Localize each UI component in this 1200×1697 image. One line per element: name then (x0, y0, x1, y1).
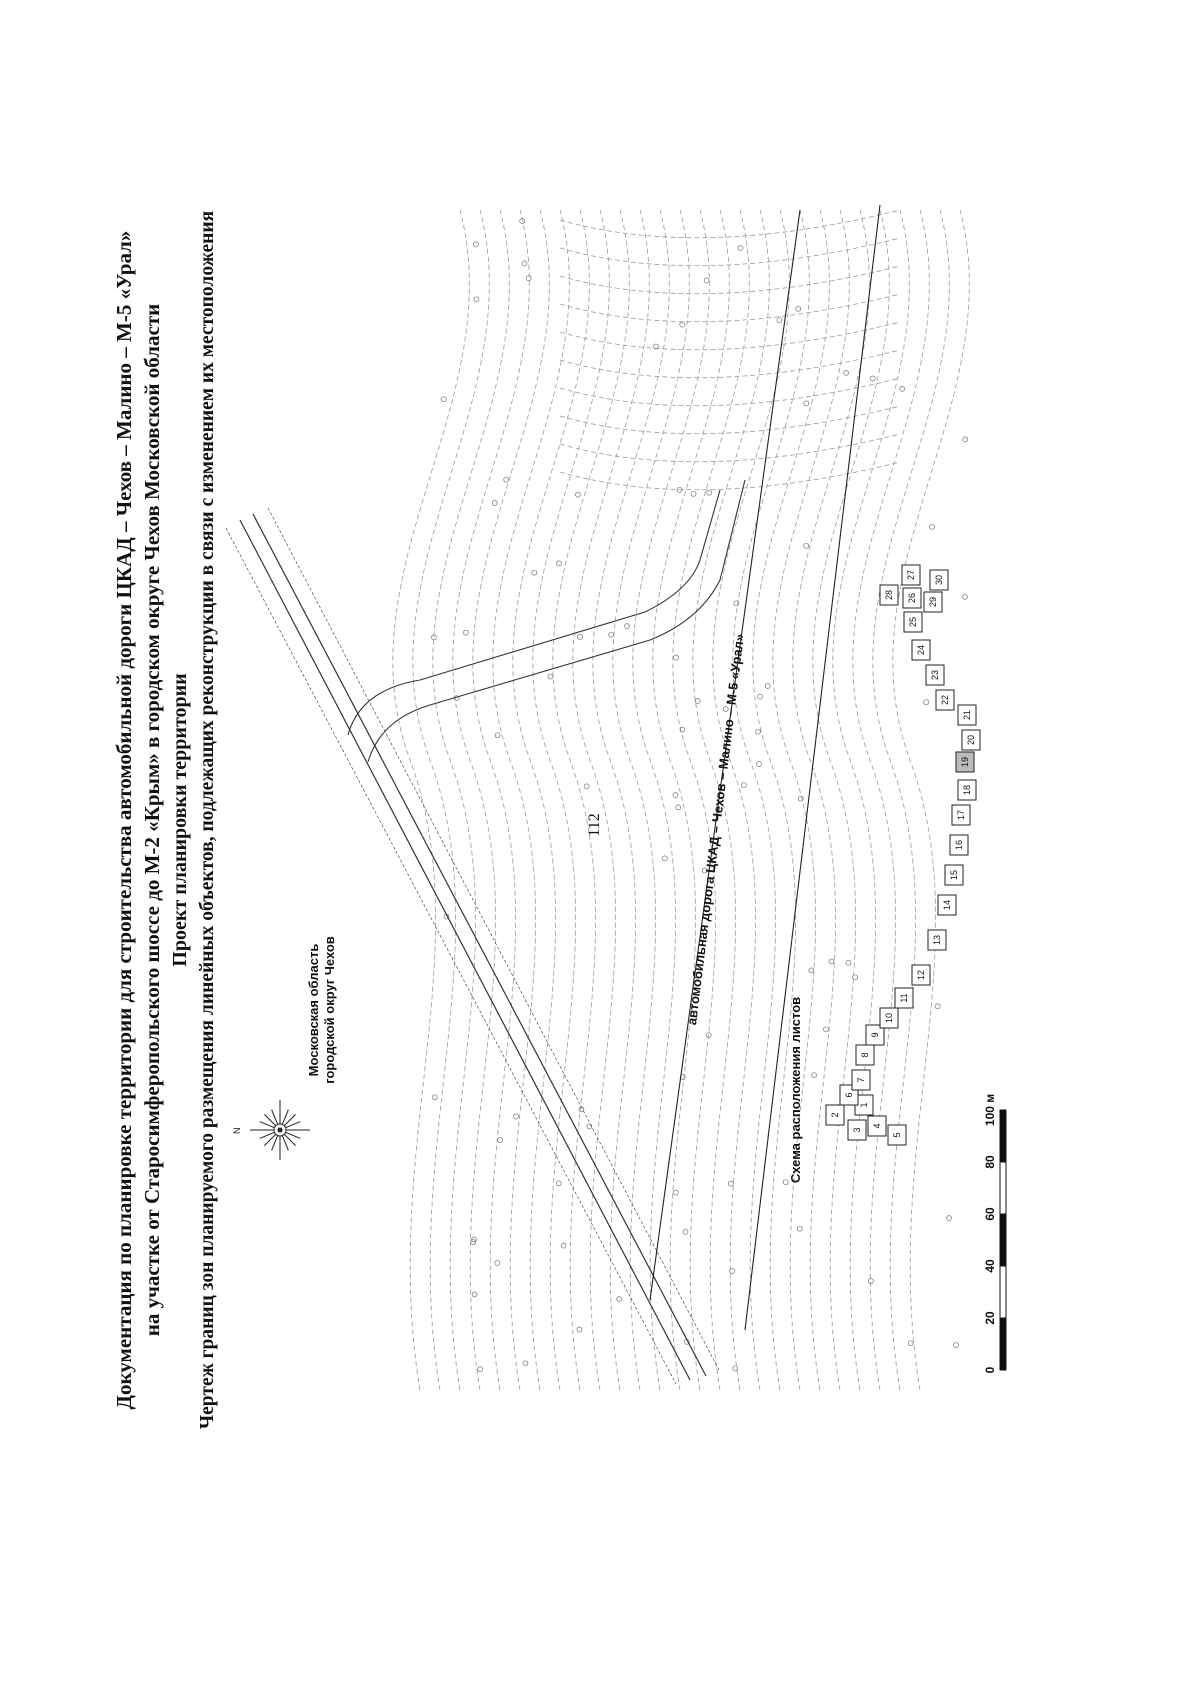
scale-tick-label: 60 (983, 1207, 997, 1221)
sheet-number: 24 (916, 644, 926, 656)
sheet-24 (912, 640, 930, 660)
sheet-number: 15 (949, 869, 959, 881)
sheet-number: 11 (899, 993, 909, 1003)
access-road (348, 480, 745, 762)
sheet-number: 17 (956, 809, 966, 821)
svg-text:N: N (232, 1127, 242, 1134)
sheet-number: 29 (928, 596, 938, 608)
sheet-23 (926, 665, 944, 685)
survey-points (431, 219, 967, 1372)
sheet-number: 1 (859, 1102, 869, 1108)
sheet-number: 28 (884, 589, 894, 601)
sheet-number: 5 (892, 1132, 902, 1138)
sheet-10 (880, 1008, 898, 1028)
sheet-27 (902, 565, 920, 585)
sheet-number: 13 (932, 934, 942, 946)
sheet-number: 22 (940, 694, 950, 706)
page-number: 112 (586, 813, 603, 837)
sheet-14 (938, 895, 956, 915)
sheet-number: 18 (962, 784, 972, 796)
sheet-4 (868, 1116, 886, 1136)
sheet-number: 8 (860, 1052, 870, 1058)
sheet-28 (880, 585, 898, 605)
sheet-number: 26 (907, 592, 917, 604)
region-label-line-2: городской округ Чехов (322, 936, 337, 1084)
scale-bar (983, 1094, 1006, 1374)
title-line-2: на участке от Старосимферопольского шоссе до М-2 «Крым» в городском округе Чехов Московской области (140, 303, 164, 1337)
sheet-number: 23 (930, 669, 940, 681)
sheet-number: 7 (856, 1077, 866, 1083)
scale-segment (1000, 1266, 1006, 1318)
sheet-number: 12 (916, 969, 926, 981)
sheet-index-title: Схема расположения листов (788, 996, 803, 1184)
sheet-number: 20 (966, 734, 976, 746)
scale-tick-label: 40 (983, 1259, 997, 1273)
sheet-16 (950, 835, 968, 855)
scale-tick-label: 80 (983, 1155, 997, 1169)
sheet-11 (895, 988, 913, 1008)
title-line-4: Чертеж границ зон планируемого размещения линейных объектов, подлежащих реконструкции в связи с изменением их местоположения (197, 210, 218, 1430)
sheet-30 (930, 570, 948, 590)
sheet-17 (952, 805, 970, 825)
sheet-number: 30 (934, 574, 944, 586)
sheet-19 (956, 752, 974, 772)
title-line-1: Документация по планировке территории для строительства автомобильной дороги ЦКАД – Чехов – Малино – М-5 «Урал» (112, 230, 136, 1410)
sheet-7 (852, 1070, 870, 1090)
sheet-number: 16 (954, 839, 964, 851)
sheet-number: 4 (872, 1123, 882, 1129)
sheet-number: 21 (962, 709, 972, 721)
sheet-number: 25 (908, 616, 918, 628)
planned-road-corridor (650, 205, 880, 1330)
sheet-22 (936, 690, 954, 710)
sheet-15 (945, 865, 963, 885)
sheet-21 (958, 705, 976, 725)
scale-tick-label: 0 (983, 1366, 997, 1374)
sheet-number: 9 (870, 1032, 880, 1038)
sheet-12 (912, 965, 930, 985)
sheet-5 (888, 1125, 906, 1145)
scale-segment (1000, 1318, 1006, 1370)
scale-tick-label: 100 м (983, 1093, 997, 1127)
title-line-3: Проект планировки территории (169, 673, 191, 967)
scale-segment (1000, 1110, 1006, 1162)
road-label: автомобильная дорога ЦКАД – Чехов – Малино – М-5 «Урал» (684, 633, 747, 1026)
sheet-number: 27 (906, 569, 916, 581)
region-label-line-1: Московская область (306, 943, 321, 1077)
sheet-25 (904, 612, 922, 632)
scale-segment (1000, 1214, 1006, 1266)
sheet-13 (928, 930, 946, 950)
sheet-number: 2 (830, 1112, 840, 1118)
sheet-index-grid (826, 565, 980, 1145)
sheet-number: 3 (852, 1127, 862, 1133)
sheet-20 (962, 730, 980, 750)
sheet-29 (924, 592, 942, 612)
scale-segment (1000, 1162, 1006, 1214)
sheet-26 (903, 588, 921, 608)
contour-lines (393, 210, 970, 1390)
sheet-number: 14 (942, 899, 952, 911)
sheet-number: 19 (960, 756, 970, 768)
existing-highway (226, 508, 720, 1384)
sheet-number: 6 (844, 1092, 854, 1098)
sheet-3 (848, 1120, 866, 1140)
sheet-2 (826, 1105, 844, 1125)
sheet-8 (856, 1045, 874, 1065)
sheet-18 (958, 780, 976, 800)
compass-rose-icon (232, 1100, 310, 1160)
sheet-number: 10 (884, 1012, 894, 1024)
scale-tick-label: 20 (983, 1311, 997, 1325)
